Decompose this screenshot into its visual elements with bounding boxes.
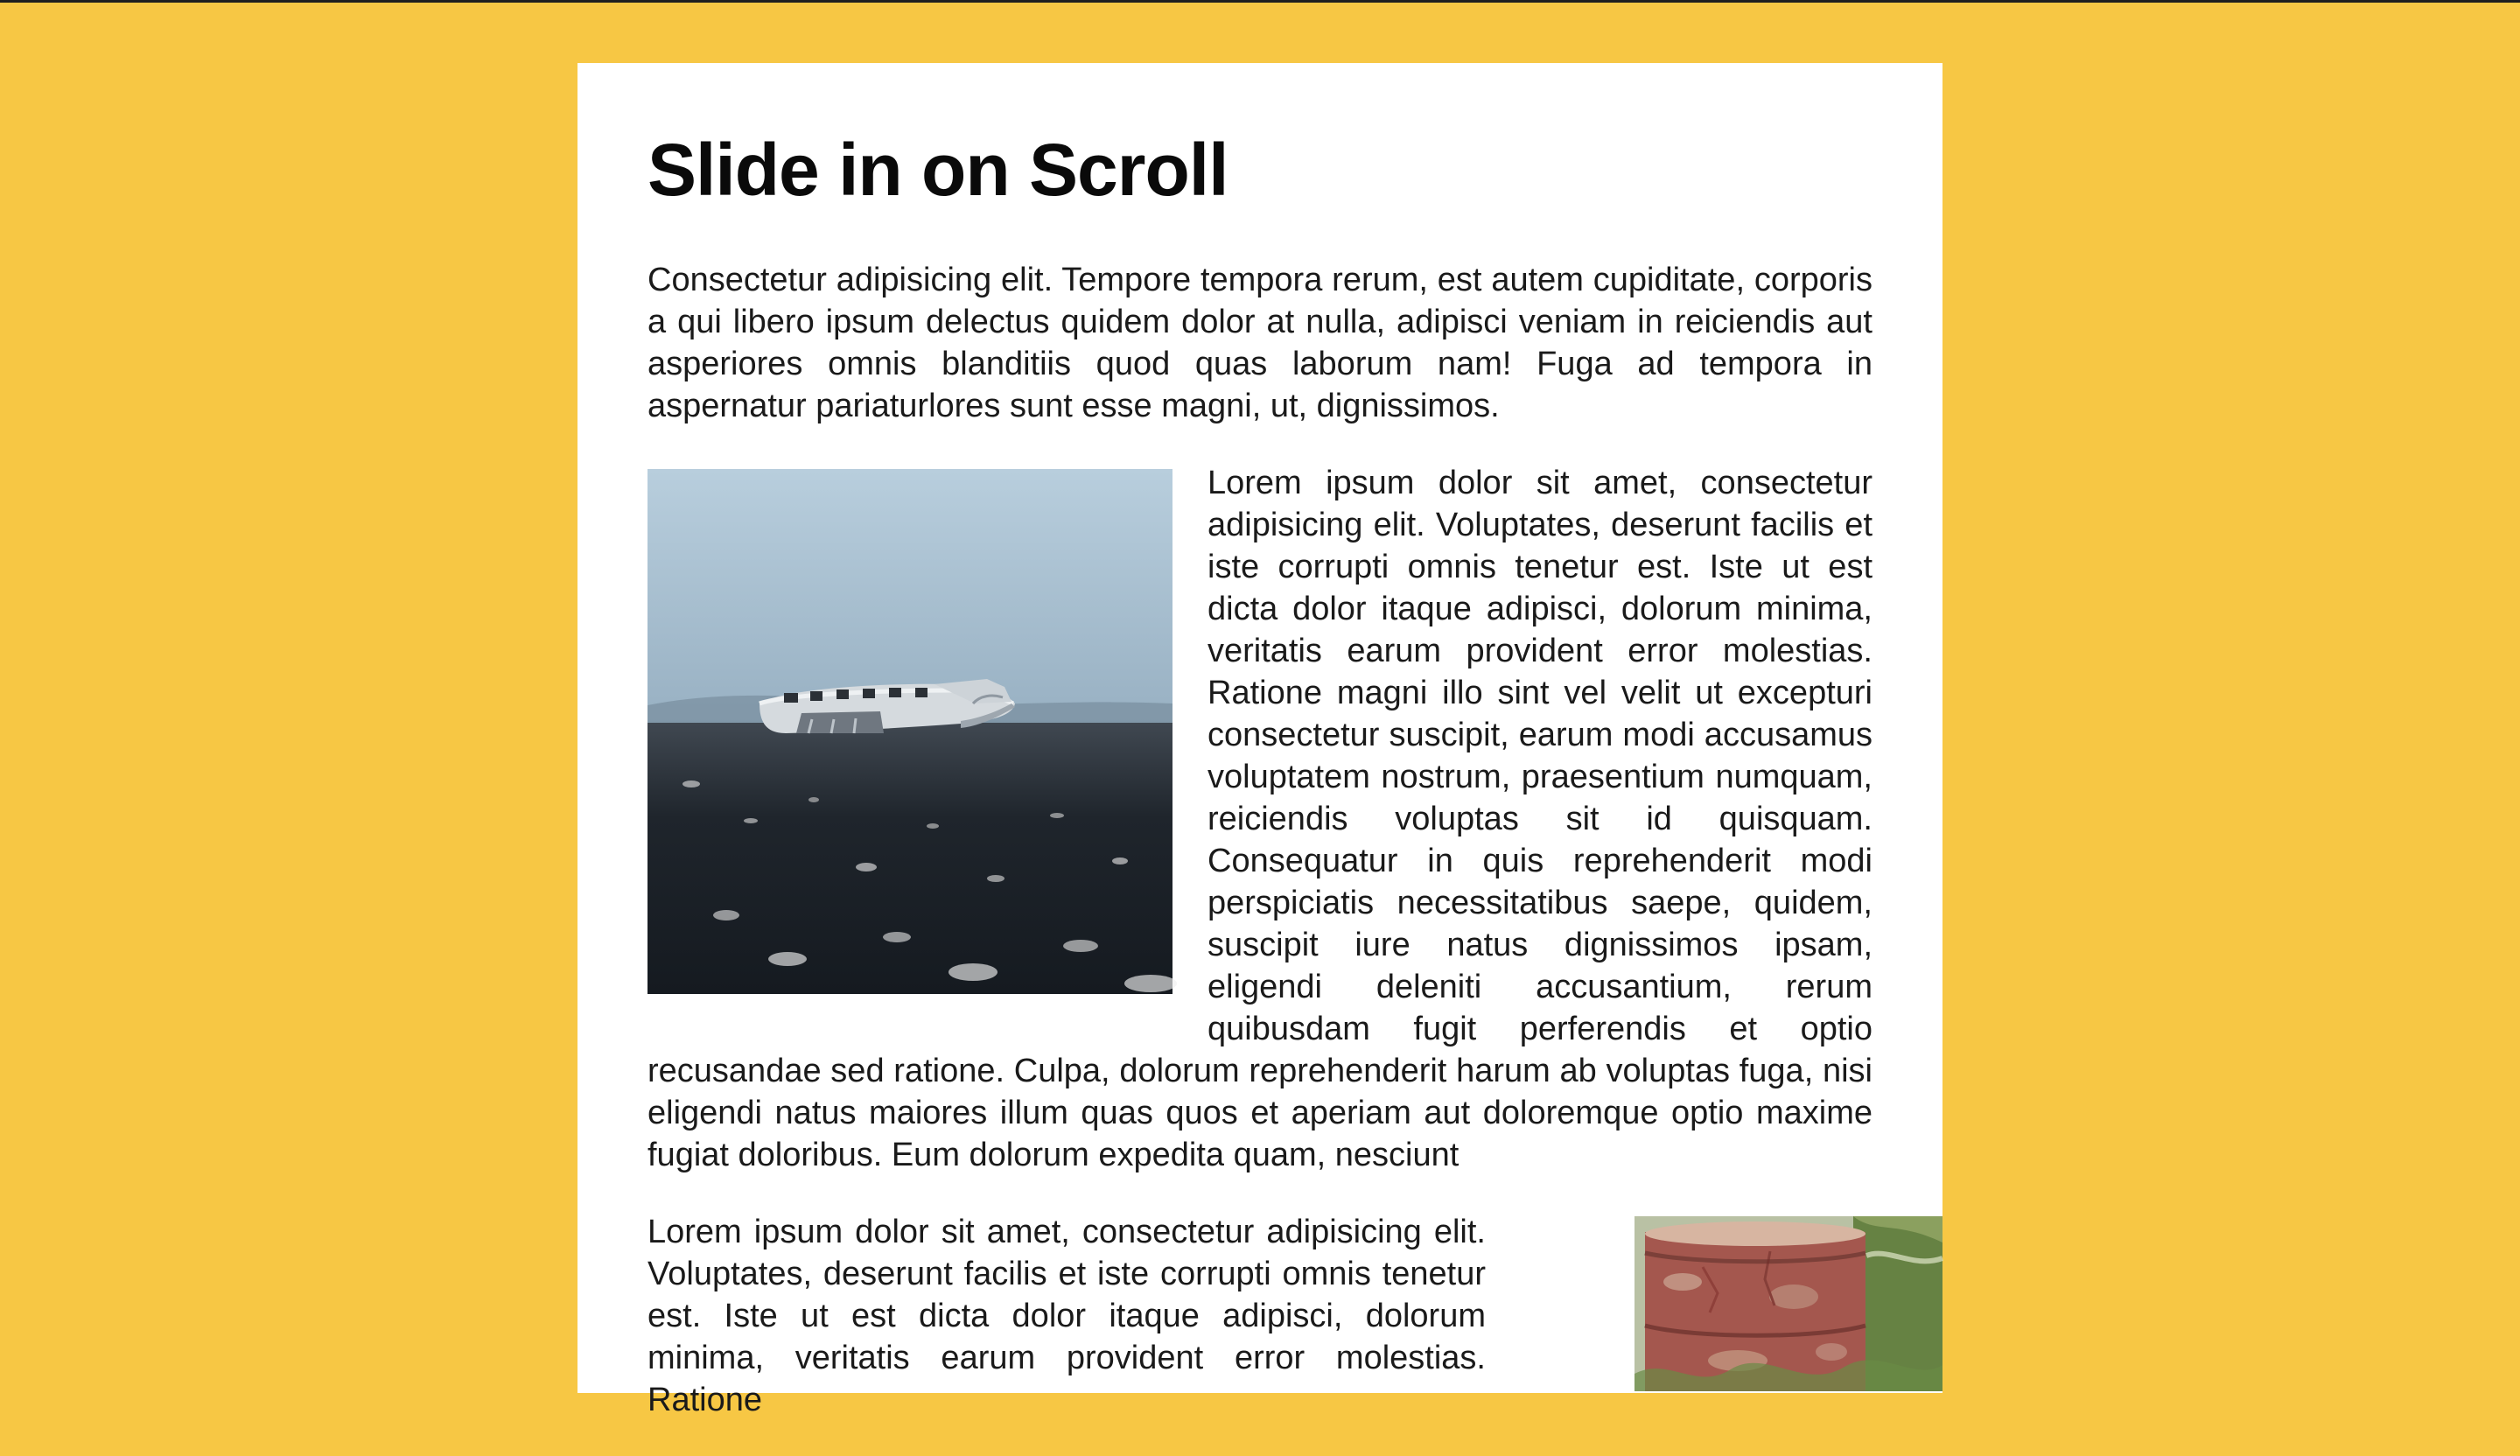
paragraph-with-plane-image: Lorem ipsum dolor sit amet, consectetur adipisicing elit. Voluptates, deserunt facilis et iste corrupti omnis tenetur est. Iste ut est dicta dolor itaque adipisci, dolorum minima, veritatis earum provident error molestias. Ratione magni illo sint vel velit ut excepturi consectetur suscipit, earum modi accusamus voluptatem nostrum, praesentium numquam, reiciendis voluptas sit id quisquam. Consequatur in quis reprehenderit modi perspiciatis necessitatibus saepe, quidem, suscipit iure natus dignissimos ipsam, eligendi deleniti accusantium, rerum quibusdam fugit perferendis et optio recusandae sed ratione. Culpa, dolorum reprehenderit harum ab voluptas fuga, nisi eligendi natus maiores illum quas quos et aperiam aut doloremque optio maxime fugiat doloribus. Eum dolorum expedita quam, nesciunt xyxy=(648,465,1872,1173)
crashed-plane-image xyxy=(648,469,1172,994)
intro-paragraph: Consectetur adipisicing elit. Tempore tempora rerum, est autem cupiditate, corporis a qui libero ipsum delectus quidem dolor at nulla, adipisci veniam in reiciendis aut asperiores omnis blanditiis quod quas laborum nam! Fuga ad tempora in aspernatur pariaturlores sunt esse magni, ut, dignissimos. xyxy=(648,262,1872,424)
content-card xyxy=(578,63,1942,1418)
second-image-paragraph-block xyxy=(648,1211,1872,1456)
rusty-barrel-image xyxy=(1634,1216,1942,1391)
image-paragraph-block xyxy=(648,462,1872,1211)
paragraph-with-barrel-image: Lorem ipsum dolor sit amet, consectetur adipisicing elit. Voluptates, deserunt facilis et iste corrupti omnis tenetur est. Iste ut est dicta dolor itaque adipisci, dolorum minima, veritatis earum provident error molestias. Ratione xyxy=(648,1214,1486,1418)
page-title: Slide in on Scroll xyxy=(648,129,1228,211)
